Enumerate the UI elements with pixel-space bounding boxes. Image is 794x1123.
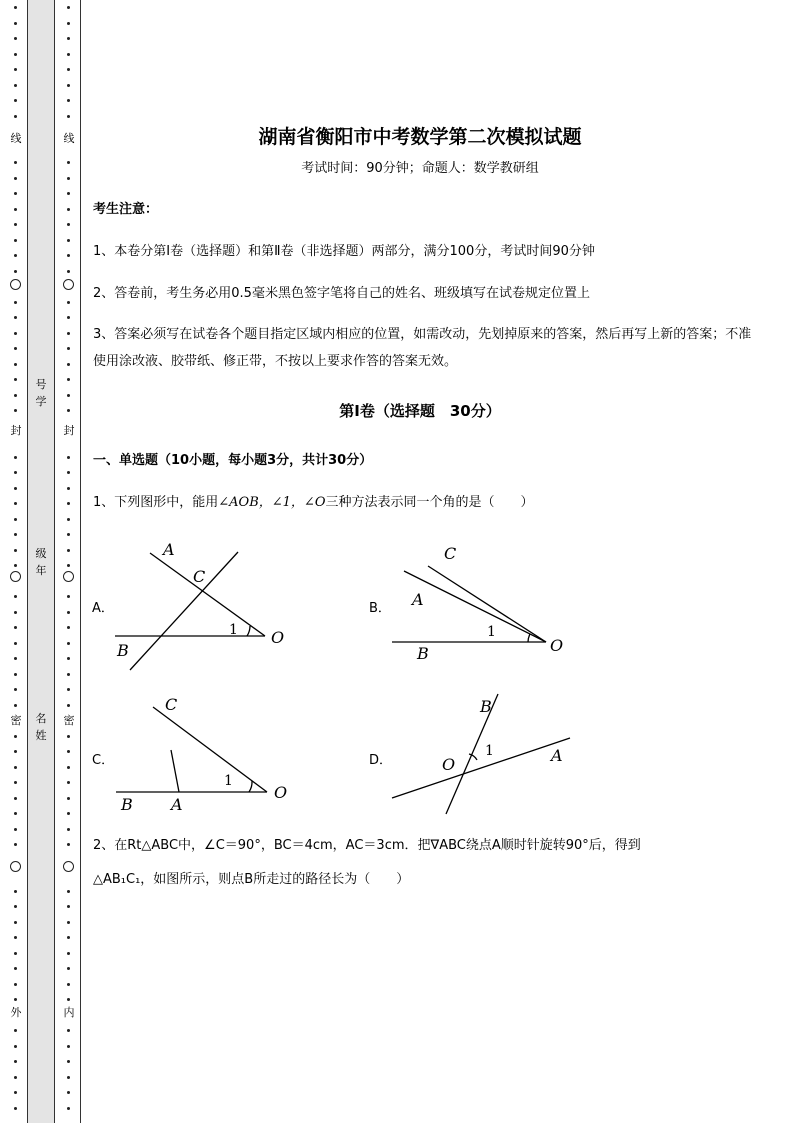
figure-c-label: 1 (224, 773, 233, 789)
figure-d-label: 1 (485, 743, 494, 759)
question-type-heading: 一、单选题（10小题，每小题3分，共计30分） (93, 453, 373, 468)
figure-a-transversal (130, 552, 238, 670)
notice-heading: 考生注意： (93, 202, 159, 217)
q1-text-suffix: 三种方法表示同一个角的是（ ） (325, 495, 534, 510)
figure-d-label: A (551, 746, 563, 765)
outer-cut-label: 封 (7, 424, 25, 437)
question-2-line-1: 2、在Rt△ABC中，∠C＝90°，BC＝4cm，AC＝3cm．把∇ABC绕点A顺时针旋转90°后，得到 (93, 838, 641, 853)
figure-b-angle-arc (528, 634, 530, 642)
exam-subtitle: 考试时间：90分钟；命题人：数学教研组 (301, 161, 539, 176)
outer-cut-label: 线 (7, 132, 25, 145)
figure-c-angle-arc (249, 781, 252, 792)
figure-a-label: C (193, 567, 206, 586)
notice-item: 3、答案必须写在试卷各个题目指定区域内相应的位置，如需改动，先划掉原来的答案，然后再写上新的答案；不准使用涂改液、胶带纸、修正带，不按以上要求作答的答案无效。 (93, 327, 752, 369)
student-number-field[interactable]: 号学 (35, 378, 47, 408)
question-2-line-2: △AB₁C₁，如图所示，则点B所走过的路径长为（ ） (93, 872, 410, 887)
figure-a[interactable] (115, 552, 265, 670)
figure-c-label: B (121, 795, 133, 814)
outer-cut-label: 外 (7, 1006, 25, 1019)
grade-field[interactable]: 级年 (35, 547, 47, 577)
figure-c-label: O (274, 783, 288, 802)
outer-cut-label: 密 (7, 714, 25, 727)
figure-a-label: 1 (229, 622, 238, 638)
figure-b-line-ao (404, 571, 546, 642)
figure-b-label: B (417, 644, 429, 663)
inner-cut-label: 密 (60, 714, 78, 727)
figure-c[interactable] (116, 707, 267, 792)
option-c-label[interactable]: C． (92, 753, 115, 768)
inner-cut-label: 线 (60, 132, 78, 145)
option-d-label[interactable]: D． (369, 753, 393, 768)
notice-item: 1、本卷分第I卷（选择题）和第Ⅱ卷（非选择题）两部分，满分100分，考试时间90分钟 (93, 244, 595, 259)
section-title: 第I卷（选择题 30分） (339, 402, 501, 420)
figure-d-label: O (442, 755, 456, 774)
figure-b-label: C (444, 544, 457, 563)
inner-cut-label: 封 (60, 424, 78, 437)
figure-c-line-co (153, 707, 267, 792)
option-b-label[interactable]: B． (369, 601, 391, 616)
name-field[interactable]: 名姓 (35, 712, 47, 742)
figure-a-line-ao (150, 553, 265, 636)
figure-a-label: B (117, 641, 129, 660)
inner-cut-label: 内 (60, 1006, 78, 1019)
figure-a-angle-arc (247, 626, 250, 636)
figure-a-label: O (271, 628, 285, 647)
figure-c-label: C (165, 695, 178, 714)
figure-b-label: A (412, 590, 424, 609)
notice-item: 2、答卷前，考生务必用0.5毫米黑色签字笔将自己的姓名、班级填写在试卷规定位置上 (93, 286, 590, 301)
figure-b-label: 1 (487, 624, 496, 640)
q1-angle-notation: ∠AOB，∠1，∠O (218, 495, 326, 510)
figure-c-label: A (171, 795, 183, 814)
option-a-label[interactable]: A． (92, 601, 114, 616)
figure-d-line-oa (392, 738, 570, 798)
figure-b-label: O (550, 636, 564, 655)
figure-a-label: A (163, 540, 175, 559)
exam-title: 湖南省衡阳市中考数学第二次模拟试题 (258, 126, 582, 148)
figure-d-label: B (480, 697, 492, 716)
q1-text-prefix: 1、下列图形中，能用 (93, 495, 219, 510)
figure-c-ray-a (171, 750, 179, 792)
